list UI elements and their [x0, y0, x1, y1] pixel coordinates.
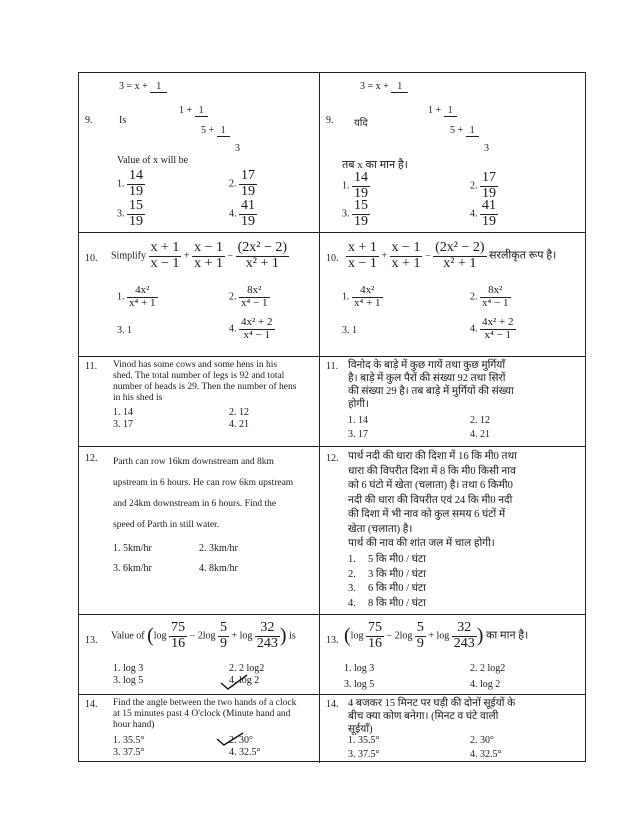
question-sheet: [78, 72, 586, 762]
q12-hindi: [320, 447, 587, 614]
q12-option-1: 1. 5km/hr: [113, 543, 152, 554]
q14-hi-text: 4 बजकर 15 मिनट पर घड़ी की दोनों सूईयों के बीच क्या कोण बनेगा। (मिनट व घंटे वाली सूईयाँ): [348, 698, 516, 735]
q13-hindi: [320, 615, 587, 694]
q9-three: 3: [235, 143, 240, 154]
q12-hi-number: 12.: [326, 453, 339, 464]
handwritten-tick-mark: [219, 673, 249, 691]
q11-hi-option-4: 4. 21: [470, 429, 490, 440]
q13-option-4: 4. log 2: [229, 675, 260, 686]
q11-option-2: 2. 12: [229, 407, 249, 418]
q9-hi-question: तब x का मान है।: [342, 159, 408, 171]
q9-hi-three: 3: [484, 143, 489, 154]
q9-hi-option-2: 2. $\frac{17}{19}$: [470, 170, 496, 201]
q14-hi-option-3: 3. 37.5°: [348, 749, 380, 760]
q14-option-1: 1. 35.5°: [113, 735, 145, 746]
q14-number: 14.: [85, 699, 98, 710]
q13-hi-expression: (log $\frac{75}{16}$ − 2log $\frac{5}{9}$ + log $\frac{32}{243}$ ) का मान है।: [344, 620, 529, 651]
q9-hi-if: यदि: [354, 118, 368, 129]
q9-option-4: 4. $\frac{41}{19}$: [229, 198, 255, 229]
q12-option-2: 2. 3km/hr: [199, 543, 238, 554]
q10-hi-option-3: 3. 1: [342, 325, 357, 336]
question-row-10: [79, 233, 585, 357]
q13-hi-option-2: 2. 2 log2: [470, 663, 506, 674]
q10-number: 10.: [85, 253, 98, 264]
q13-hi-option-4: 4. log 2: [470, 679, 501, 690]
q12-option-4: 4. 8km/hr: [199, 563, 238, 574]
q9-question: Value of x will be: [117, 155, 189, 166]
q12-hi-option-4: 4. 8 कि मी0 / घंटा: [348, 597, 426, 609]
q13-number: 13.: [85, 635, 98, 646]
q11-text: Vinod has some cows and some hens in his shed. The total number of legs is 92 and total number of heads is 29. Then the number of hens in his shed is: [113, 360, 297, 403]
q9-five-plus: 5 + 1: [201, 125, 230, 136]
q9-hi-option-3: 3. $\frac{15}{19}$: [342, 198, 368, 229]
q9-hi-five-plus: 5 + 1: [450, 125, 479, 136]
q11-hi-option-3: 3. 17: [348, 429, 368, 440]
q14-text: Find the angle between the two hands of a clock at 15 minutes past 4 O'clock (Minute hand and hour hand): [113, 698, 297, 730]
q11-hi-text: विनोद के बाड़े में कुछ गायें तथा कुछ मुर्गियाँ है। बाड़े में कुल पैरों की संख्या 92 तथा सिरों की संख्या 29 है। तब बाड़े में मुर्गियों की संख्या होगी।: [348, 360, 514, 410]
q13-hi-number: 13.: [326, 635, 339, 646]
q11-option-1: 1. 14: [113, 407, 133, 418]
q14-hindi: [320, 695, 587, 763]
q9-hi-number: 9.: [326, 115, 334, 126]
q9-number: 9.: [85, 115, 93, 126]
q12-option-3: 3. 6km/hr: [113, 563, 152, 574]
q12-hi-options: [348, 553, 426, 611]
q9-english: [79, 73, 319, 232]
q12-text: Parth can row 16km downstream and 8km upstream in 6 hours. He can row 6km upstream and 24km downstream in 6 hours. Find the speed of Parth in still water.: [113, 457, 294, 530]
q10-hi-number: 10.: [326, 253, 339, 264]
q11-hi-option-2: 2. 12: [470, 415, 490, 426]
q14-hi-option-1: 1. 35.5°: [348, 735, 380, 746]
q14-option-4: 4. 32.5°: [229, 747, 261, 758]
q9-hi-option-1: 1. $\frac{14}{19}$: [342, 170, 368, 201]
q13-hi-option-3: 3. log 5: [344, 679, 375, 690]
q9-hindi: [320, 73, 587, 232]
q10-hindi: [320, 233, 587, 356]
q9-is: Is: [119, 115, 127, 126]
q10-expression: Simplify $\frac{x + 1}{x - 1}$ + $\frac{x - 1}{x + 1}$ − $\frac{\text{(2x² − 2)}}{\text{x² + 1}}$: [111, 240, 288, 271]
q9-hi-eq-top: 3 = x + 1: [360, 81, 408, 92]
question-row-14: [79, 695, 585, 763]
q10-hi-option-4: 4. $\frac{\text{4x² + 2}}{\text{x⁴ − 1}}$: [470, 316, 514, 341]
q11-hi-option-1: 1. 14: [348, 415, 368, 426]
q11-number: 11.: [85, 361, 98, 372]
q9-eq-top: 3 = x + 1: [119, 81, 167, 92]
question-row-12: [79, 447, 585, 615]
q10-option-3: 3. 1: [117, 325, 132, 336]
q14-hi-option-2: 2. 30°: [470, 735, 494, 746]
q13-option-1: 1. log 3: [113, 663, 144, 674]
q9-one-plus: 1 + 1: [179, 105, 208, 116]
q14-option-3: 3. 37.5°: [113, 747, 145, 758]
q13-option-2: 2. 2 log2: [229, 663, 265, 674]
q11-hi-number: 11.: [326, 361, 339, 372]
q10-hi-expression: $\frac{x + 1}{x - 1}$ + $\frac{x - 1}{x + 1}$ − $\frac{\text{(2x² − 2)}}{\text{x² + 1}}$ सरलीकृत रूप है।: [348, 240, 557, 271]
q14-hi-option-4: 4. 32.5°: [470, 749, 502, 760]
q10-option-1: 1. $\frac{\text{4x²}}{\text{x⁴ + 1}}$: [117, 284, 156, 309]
q12-hi-option-1: 1. 5 कि मी0 / घंटा: [348, 554, 426, 565]
q10-hi-option-2: 2. $\frac{\text{8x²}}{\text{x⁴ − 1}}$: [470, 284, 509, 309]
q10-hi-option-1: 1. $\frac{\text{4x²}}{\text{x⁴ + 1}}$: [342, 284, 381, 309]
q13-expression: Value of (log $\frac{75}{16}$ − 2log $\frac{5}{9}$ + log $\frac{32}{243}$ ) is: [111, 620, 296, 651]
q10-english: [79, 233, 319, 356]
q11-hindi: [320, 357, 587, 446]
question-row-9: [79, 73, 585, 233]
handwritten-tick-mark: [215, 731, 245, 747]
q14-english: [79, 695, 319, 763]
q14-hi-number: 14.: [326, 699, 339, 710]
q9-hi-option-4: 4. $\frac{41}{19}$: [470, 198, 496, 229]
q12-hi-text: पार्थ नदी की धारा की दिशा में 16 कि मी0 तथा धारा की विपरीत दिशा में 8 कि मी0 किसी नाव को 6 घंटो में खेता (चलाता) है। तथा 6 किमी0 नदी की धारा की विपरीत एवं 24 कि मी0 नदी की दिशा में भी नाव को कुल समय 6 घंटों में खेता (चलाता) है। पार्थ की नाव की शांत जल में चाल होगी।: [348, 451, 517, 549]
q10-option-4: 4. $\frac{\text{4x² + 2}}{\text{x⁴ − 1}}$: [229, 316, 273, 341]
q11-option-3: 3. 17: [113, 419, 133, 430]
q14-option-2: 2. 30°: [229, 735, 253, 746]
q13-english: [79, 615, 319, 694]
q11-english: [79, 357, 319, 446]
q10-option-2: 2. $\frac{\text{8x²}}{\text{x⁴ − 1}}$: [229, 284, 268, 309]
q13-option-3: 3. log 5: [113, 675, 144, 686]
q12-english: [79, 447, 319, 614]
q9-option-3: 3. $\frac{15}{19}$: [117, 198, 143, 229]
q12-number: 12.: [85, 453, 98, 464]
question-row-13: [79, 615, 585, 695]
q13-hi-option-1: 1. log 3: [344, 663, 375, 674]
q12-hi-option-3: 3. 6 कि मी0 / घंटा: [348, 583, 426, 594]
q9-option-1: 1. $\frac{14}{19}$: [117, 168, 143, 199]
q12-hi-option-2: 2. 3 कि मी0 / घंटा: [348, 568, 426, 580]
question-row-11: [79, 357, 585, 447]
q11-option-4: 4. 21: [229, 419, 249, 430]
q9-option-2: 2. $\frac{17}{19}$: [229, 168, 255, 199]
q9-hi-one-plus: 1 + 1: [428, 105, 457, 116]
